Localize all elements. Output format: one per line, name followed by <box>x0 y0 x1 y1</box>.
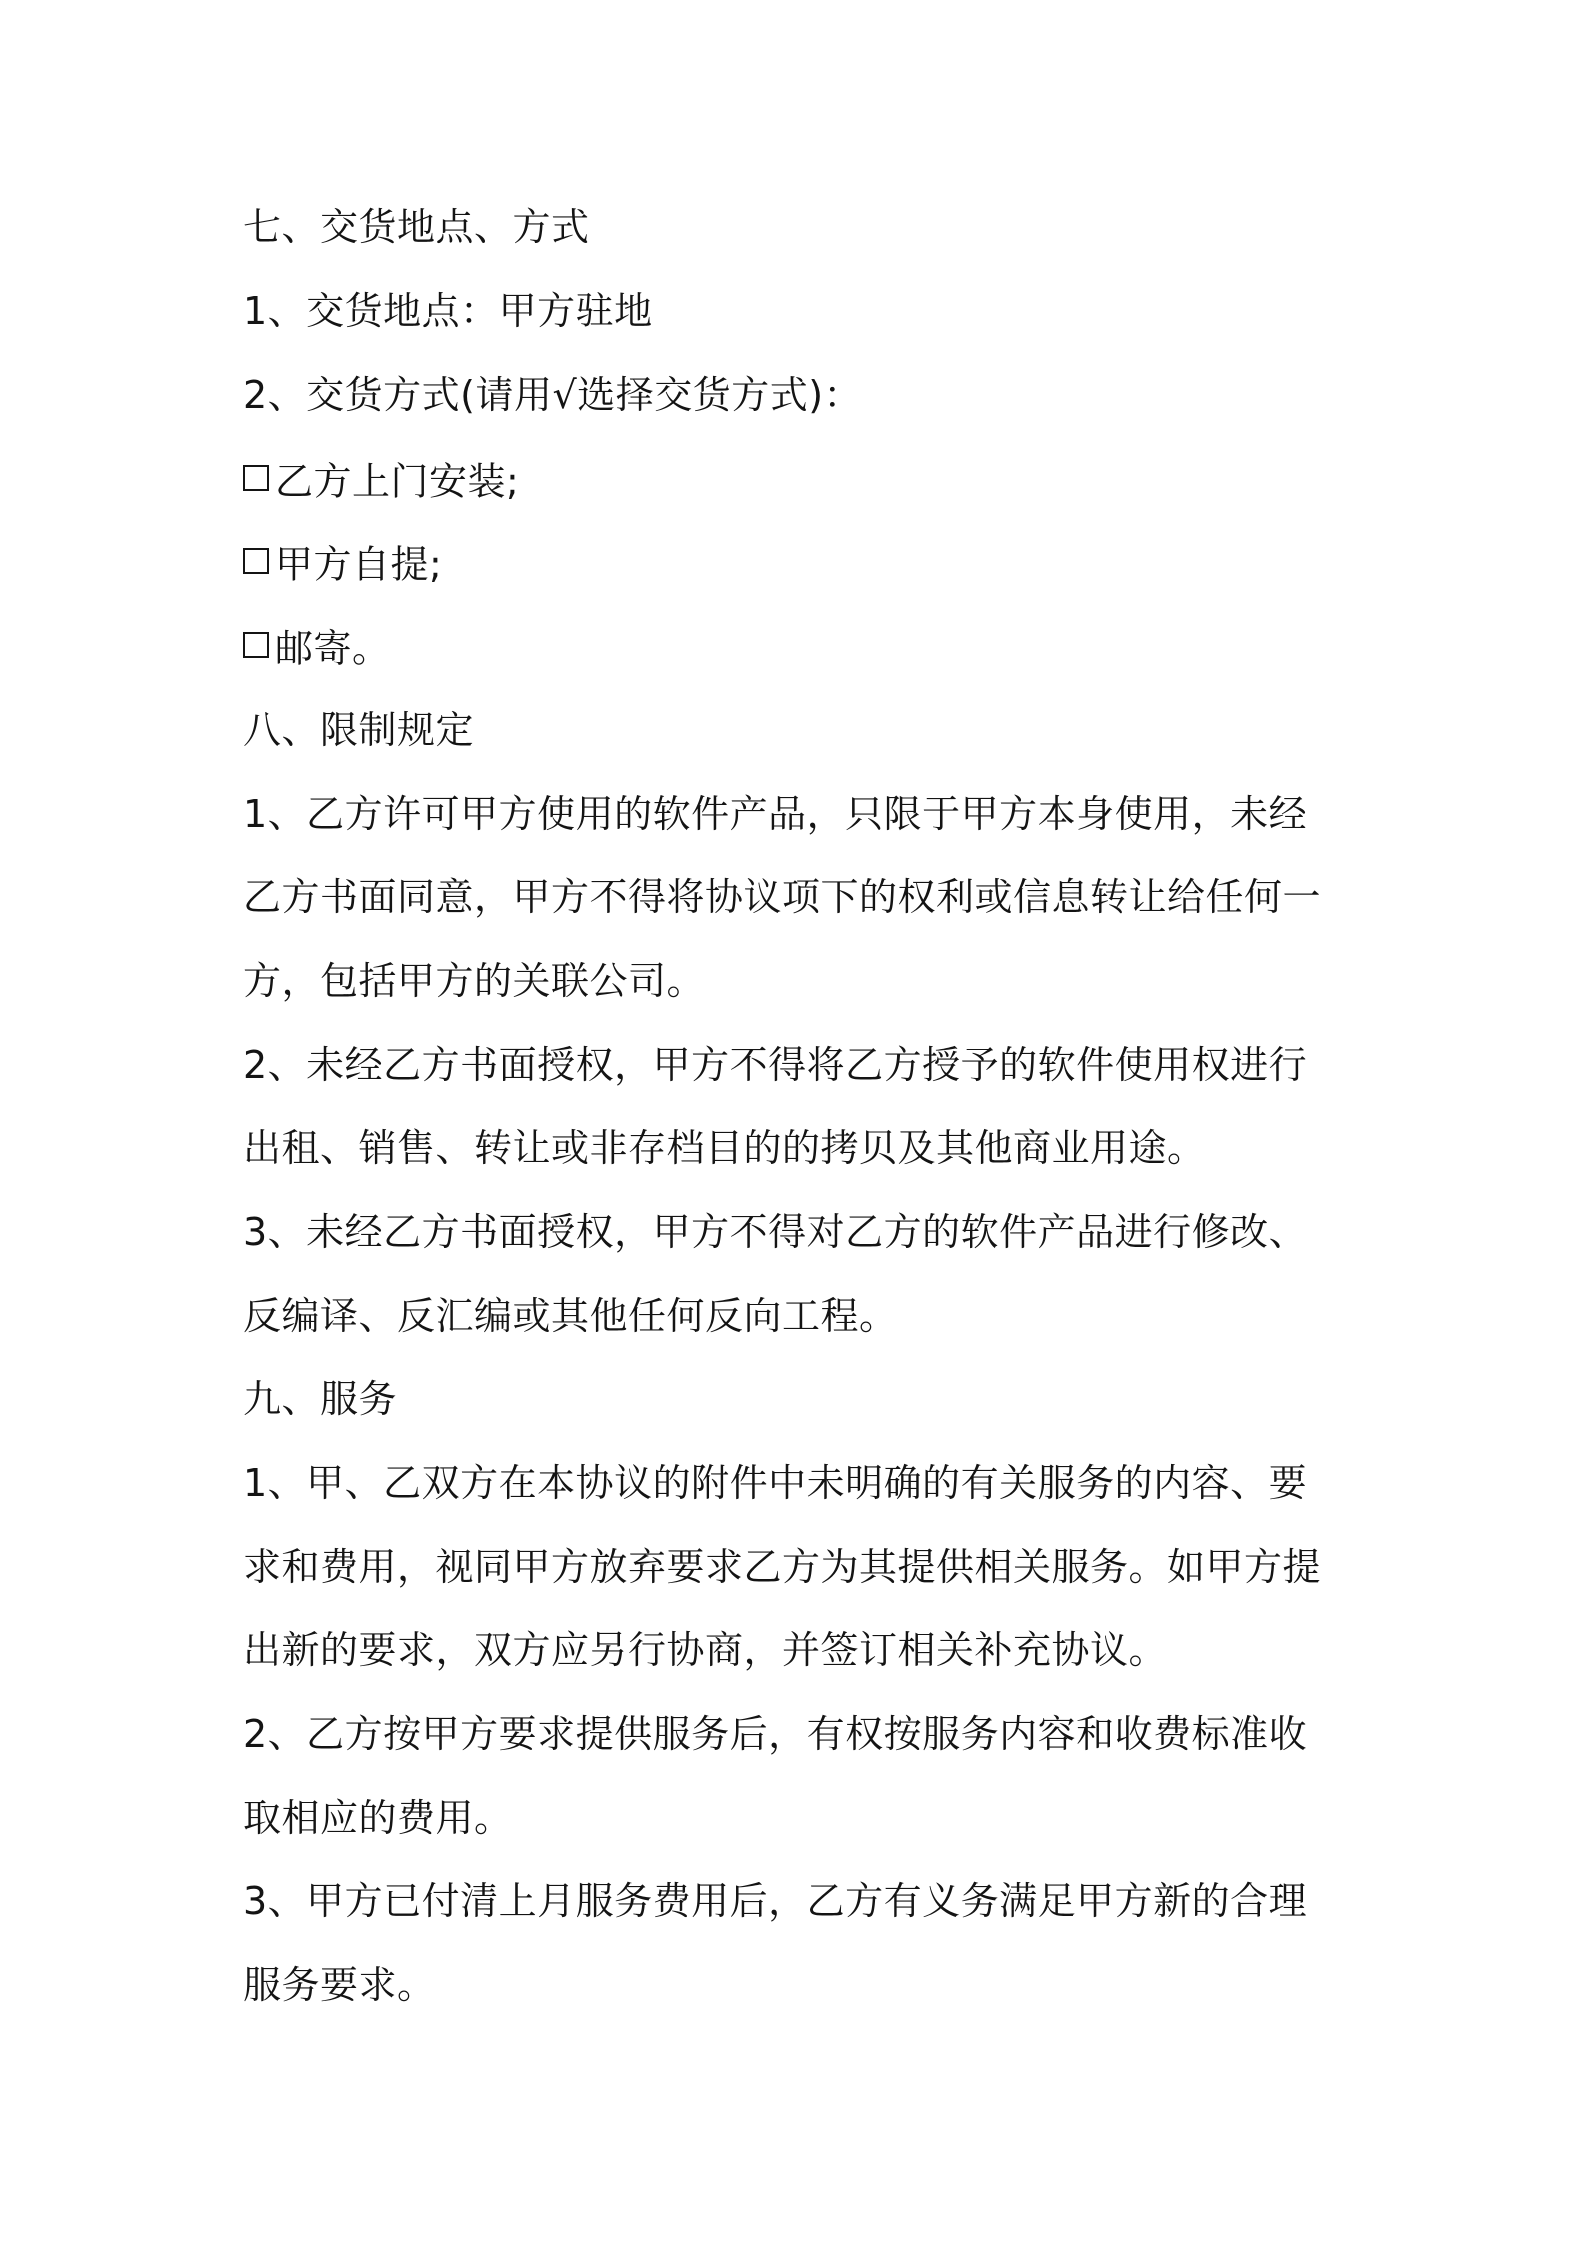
paragraph-line: 3、甲方已付清上月服务费用后，乙方有义务满足甲方新的合理 <box>243 1879 1308 1923</box>
paragraph-line: 2、未经乙方书面授权，甲方不得将乙方授予的软件使用权进行 <box>243 1043 1308 1087</box>
paragraph-line: 出租、销售、转让或非存档目的的拷贝及其他商业用途。 <box>243 1126 1206 1170</box>
paragraph-line: 反编译、反汇编或其他任何反向工程。 <box>243 1294 898 1338</box>
section-heading-delivery: 七、交货地点、方式 <box>243 205 590 249</box>
paragraph-line: 1、乙方许可甲方使用的软件产品，只限于甲方本身使用，未经 <box>243 792 1308 836</box>
onsite-install-checkbox[interactable] <box>243 465 269 491</box>
paragraph-line: 3、未经乙方书面授权，甲方不得对乙方的软件产品进行修改、 <box>243 1210 1308 1254</box>
option-label: 邮寄。 <box>275 626 391 671</box>
paragraph-line: 出新的要求，双方应另行协商，并签订相关补充协议。 <box>243 1628 1168 1672</box>
option-mail <box>243 622 1363 670</box>
paragraph-line: 乙方书面同意，甲方不得将协议项下的权利或信息转让给任何一 <box>243 875 1322 919</box>
mail-checkbox[interactable] <box>243 632 269 658</box>
paragraph-line: 1、甲、乙双方在本协议的附件中未明确的有关服务的内容、要 <box>243 1461 1308 1505</box>
delivery-location: 1、交货地点：甲方驻地 <box>243 289 653 333</box>
section-heading-service: 九、服务 <box>243 1377 398 1421</box>
paragraph-line: 求和费用，视同甲方放弃要求乙方为其提供相关服务。如甲方提 <box>243 1545 1322 1589</box>
paragraph-line: 方，包括甲方的关联公司。 <box>243 959 706 1003</box>
option-label: 乙方上门安装; <box>275 459 520 504</box>
option-self-pickup <box>243 538 1363 586</box>
paragraph-line: 取相应的费用。 <box>243 1796 513 1840</box>
delivery-method-instruction: 2、交货方式(请用√选择交货方式)： <box>243 373 863 417</box>
paragraph-line: 服务要求。 <box>243 1963 436 2007</box>
paragraph-line: 2、乙方按甲方要求提供服务后，有权按服务内容和收费标准收 <box>243 1712 1308 1756</box>
section-heading-restrictions: 八、限制规定 <box>243 708 475 752</box>
option-label: 甲方自提; <box>275 542 443 587</box>
option-onsite-install <box>243 455 1363 503</box>
self-pickup-checkbox[interactable] <box>243 548 269 574</box>
